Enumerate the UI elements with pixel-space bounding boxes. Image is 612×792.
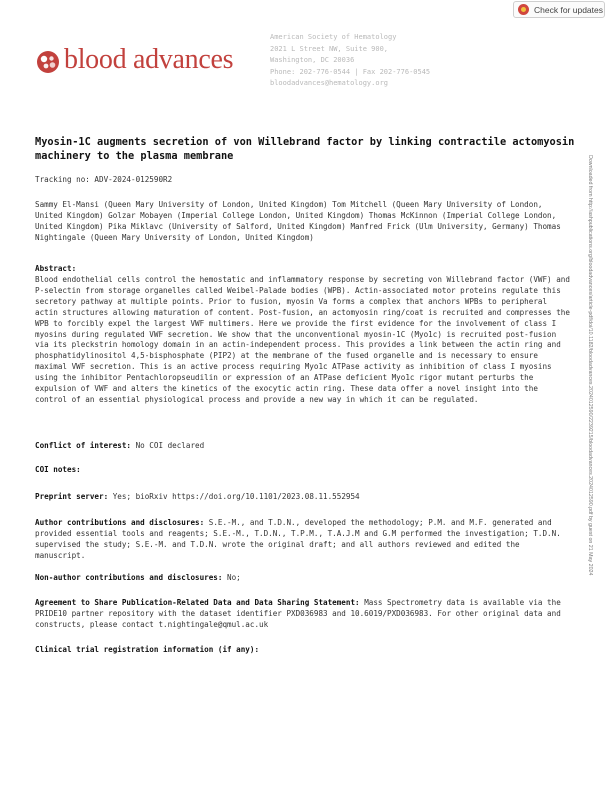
coi-label: Conflict of interest:	[35, 441, 132, 450]
author-contributions	[35, 518, 571, 562]
journal-logo-text: blood advances	[64, 44, 234, 75]
address-line: 2021 L Street NW, Suite 900,	[270, 44, 389, 53]
address-line: Washington, DC 20036	[270, 56, 355, 65]
check-for-updates-button[interactable]	[513, 1, 605, 18]
publisher-address	[270, 32, 430, 90]
coi-notes	[35, 465, 571, 476]
coi-value: No COI declared	[135, 441, 205, 450]
download-watermark: Downloaded from http://ashpublications.org/bloodadvances/article-pdf/doi/10.1182/bloodadvances.2024012590/2239215/bloodadvances.2024012590.pdf by guest on 21 May 2024	[587, 155, 593, 576]
trial-label: Clinical trial registration information (if any):	[35, 645, 260, 654]
preprint-label: Preprint server:	[35, 492, 109, 501]
data-sharing-statement	[35, 598, 571, 631]
tracking-number: Tracking no: ADV-2024-012590R2	[35, 175, 173, 184]
check-for-updates-label: Check for updates	[534, 4, 603, 15]
preprint-server	[35, 492, 571, 503]
abstract-heading: Abstract:	[35, 264, 77, 273]
author-list: Sammy El-Mansi (Queen Mary University of London, United Kingdom) Tom Mitchell (Queen Mary University of London, United Kingdom) Golzar Mobayen (Imperial College London, United Kingdom) Thomas McKinnon (Imperial College London, United Kingdom) Pika Miklavc (University of Salford, United Kingdom) Manfred Frick (Ulm University, Germany) Thomas Nightingale (Queen Mary University of London, United Kingdom)	[35, 200, 561, 242]
address-line: American Society of Hematology	[270, 33, 397, 41]
address-line: Phone: 202-776-0544 | Fax 202-776-0545	[270, 67, 431, 76]
conflict-of-interest	[35, 441, 571, 452]
blood-drop-logo-icon	[36, 50, 60, 74]
contrib-value: S.E.-M., and T.D.N., developed the methodology; P.M. and M.F. generated and provided essential tools and reagents; S.E.-M., T.D.N., T.P.M., T.A.J.M and G.M performed the investigation; T.D.N. supervised the study; S.E.-M. and T.D.N. wrote the original draft; and all authors reviewed and edited the manuscript.	[35, 518, 561, 560]
contrib-label: Author contributions and disclosures:	[35, 518, 205, 527]
crossmark-icon	[518, 4, 529, 15]
preprint-value: Yes; bioRxiv https://doi.org/10.1101/2023.08.11.552954	[112, 492, 360, 501]
coi-notes-label: COI notes:	[35, 465, 81, 474]
non-author-contributions	[35, 573, 571, 584]
sharing-value: Mass Spectrometry data is available via the PRIDE10 partner repository with the dataset identifier PXD036983 and 10.6019/PXD036983. For other original data and constructs, please contact t.nightingale@qmul.ac.uk	[35, 598, 561, 629]
abstract-text: Blood endothelial cells control the hemostatic and inflammatory response by secreting von Willebrand factor (VWF) and P-selectin from storage organelles called Weibel-Palade bodies (WPB). Actin-associated motor proteins regulate this secretory pathway at multiple points. Prior to fusion, myosin Va forms a complex that anchors WPBs to peripheral actin structures allowing maturation of content. Post-fusion, an actomyosin ring/coat is recruited and compresses the WPB to forcibly expel the largest VWF multimers. Here we provide the first evidence for the involvement of class I myosins during regulated VWF secretion. We show that the unconventional myosin-1C (Myo1c) is recruited post-fusion via its pleckstrin homology domain in an actin-independent process. This provides a link between the actin ring and phosphatidylinositol 4,5-bisphosphate (PIP2) at the membrane of the fused organelle and is necessary to ensure maximal VWF secretion. This is an active process requiring Myo1c ATPase activity as inhibition of class I myosins using the inhibitor Pentachloropseudilin or expression of an ATPase deficient Myo1c rigor mutant perturbs the expulsion of VWF and alters the kinetics of the exocytic actin ring. These data offer a novel insight into the control of an essential physiological process and provide a new way in which it can be regulated.	[35, 275, 570, 404]
address-line: bloodadvances@hematology.org	[270, 79, 389, 88]
sharing-label: Agreement to Share Publication-Related Data and Data Sharing Statement:	[35, 598, 360, 607]
clinical-trial-registration	[35, 645, 571, 656]
article-title: Myosin-1C augments secretion of von Willebrand factor by linking contractile actomyosin machinery to the plasma membrane	[35, 136, 575, 162]
noncontrib-value: No;	[227, 573, 241, 582]
noncontrib-label: Non-author contributions and disclosures:	[35, 573, 223, 582]
